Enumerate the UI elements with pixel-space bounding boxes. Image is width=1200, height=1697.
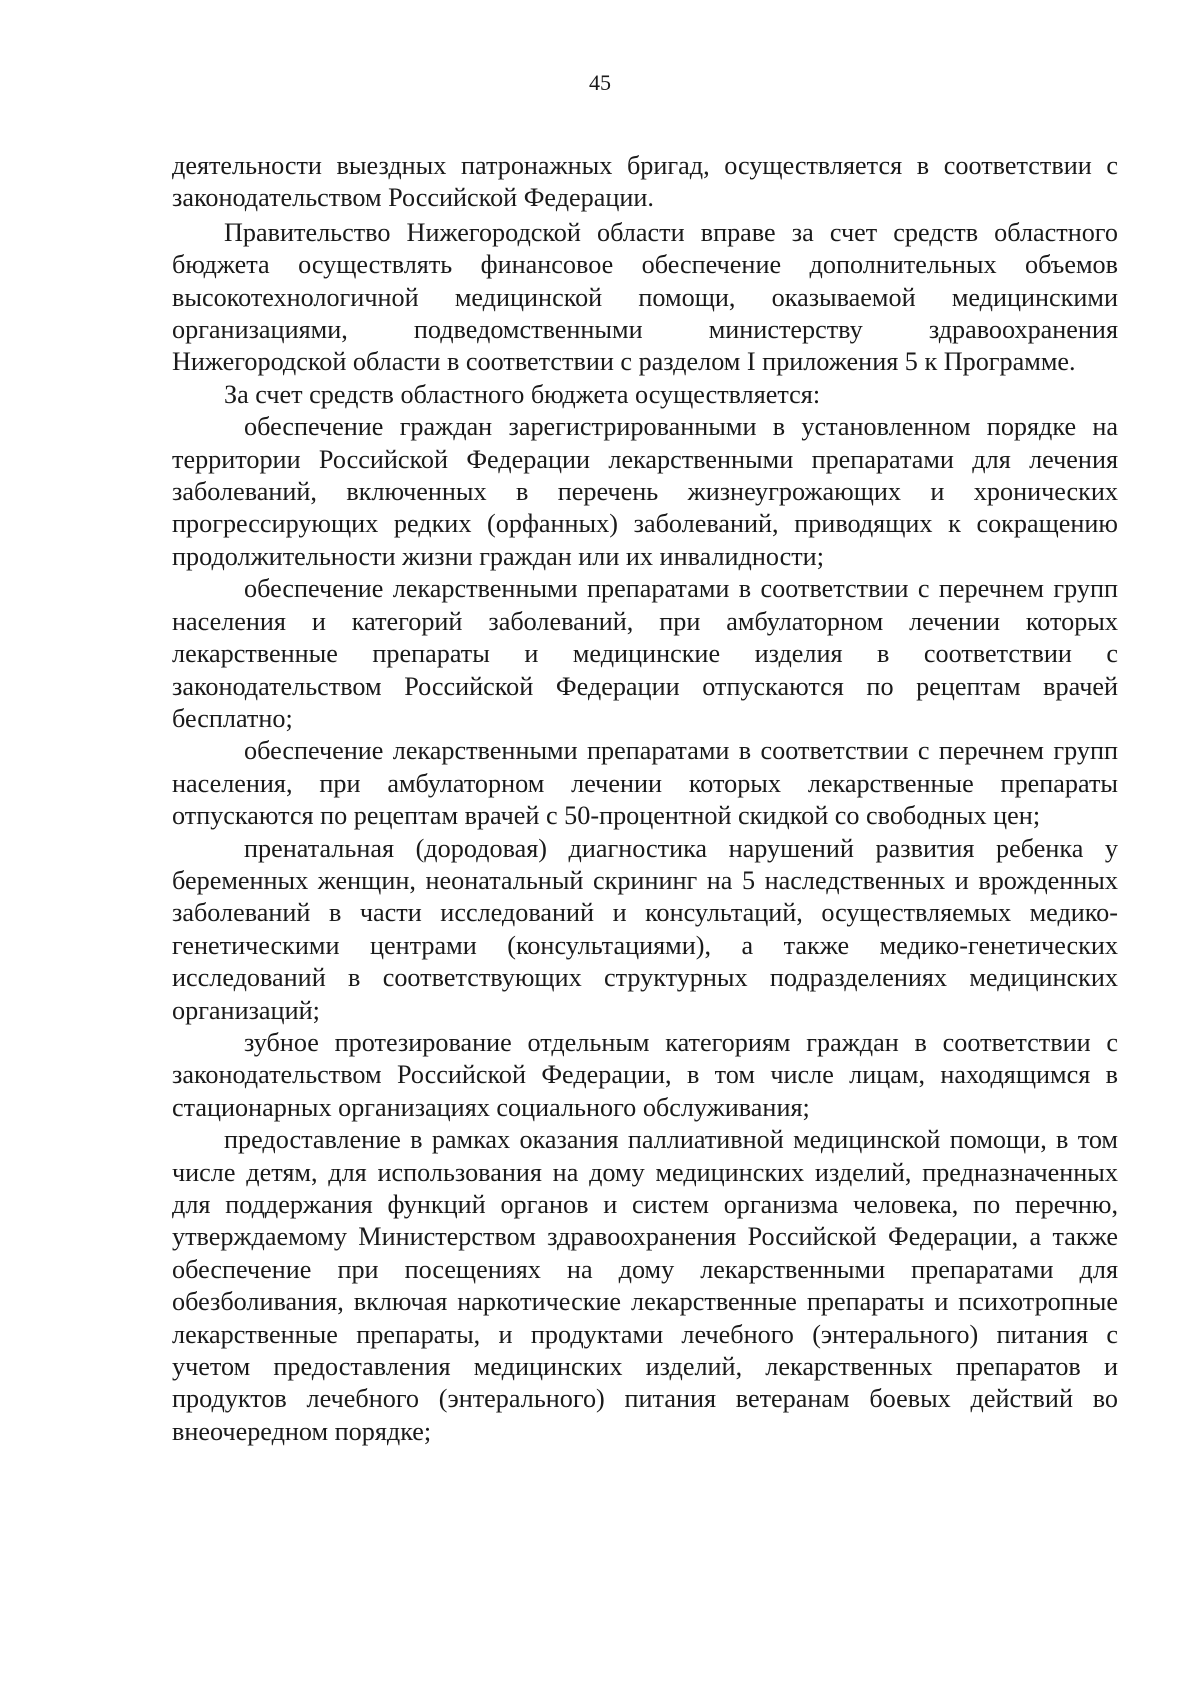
document-body (172, 150, 1118, 1448)
paragraph-dental-prosthetics: зубное протезирование отдельным категориям граждан в соответствии с законодательством Российской Федерации, в том числе лицам, находящимся в стационарных организациях социального обслуживания; (172, 1027, 1118, 1122)
paragraph-continuation: деятельности выездных патронажных бригад, осуществляется в соответствии с законодательством Российской Федерации. (172, 151, 1118, 213)
paragraph-regional-budget-intro: За счет средств областного бюджета осуществляется: (224, 379, 821, 409)
paragraph-orphan-diseases: обеспечение граждан зарегистрированными в установленном порядке на территории Российской Федерации лекарственными препаратами для лечения заболеваний, включенных в перечень жизнеугрожающих и хронических прогрессирующих редких (орфанных) заболеваний, приводящих к сокращению продолжительности жизни граждан или их инвалидности; (172, 412, 1118, 571)
paragraph-free-prescriptions: обеспечение лекарственными препаратами в соответствии с перечнем групп населения и категорий заболеваний, при амбулаторном лечении которых лекарственные препараты и медицинские изделия в соответствии с законодательством Российской Федерации отпускаются по рецептам врачей бесплатно; (172, 574, 1118, 733)
paragraph-palliative-care: предоставление в рамках оказания паллиативной медицинской помощи, в том числе детям, для использования на дому медицинских изделий, предназначенных для поддержания функций органов и систем организма человека, по перечню, утверждаемому Министерством здравоохранения Российской Федерации, а также обеспечение при посещениях на дому лекарственными препаратами для обезболивания, включая наркотические лекарственные препараты и психотропные лекарственные препараты, и продуктами лечебного (энтерального) питания с учетом предоставления медицинских изделий, лекарственных препаратов и продуктов лечебного (энтерального) питания ветеранам боевых действий во внеочередном порядке; (172, 1125, 1118, 1446)
page-number: 45 (589, 70, 611, 95)
paragraph-government-funding: Правительство Нижегородской области вправе за счет средств областного бюджета осуществлять финансовое обеспечение дополнительных объемов высокотехнологичной медицинской помощи, оказываемой медицинскими организациями, подведомственными министерству здравоохранения Нижегородской области в соответствии с разделом I приложения 5 к Программе. (172, 217, 1118, 377)
paragraph-prenatal-diagnostics: пренатальная (дородовая) диагностика нарушений развития ребенка у беременных женщин, неонатальный скрининг на 5 наследственных и врожденных заболеваний в части исследований и консультаций, осуществляемых медико-генетическими центрами (консультациями), а также медико-генетических исследований в соответствующих структурных подразделениях медицинских организаций; (172, 833, 1118, 1025)
paragraph-discount-prescriptions: обеспечение лекарственными препаратами в соответствии с перечнем групп населения, при амбулаторном лечении которых лекарственные препараты отпускаются по рецептам врачей с 50-процентной скидкой со свободных цен; (172, 736, 1118, 831)
